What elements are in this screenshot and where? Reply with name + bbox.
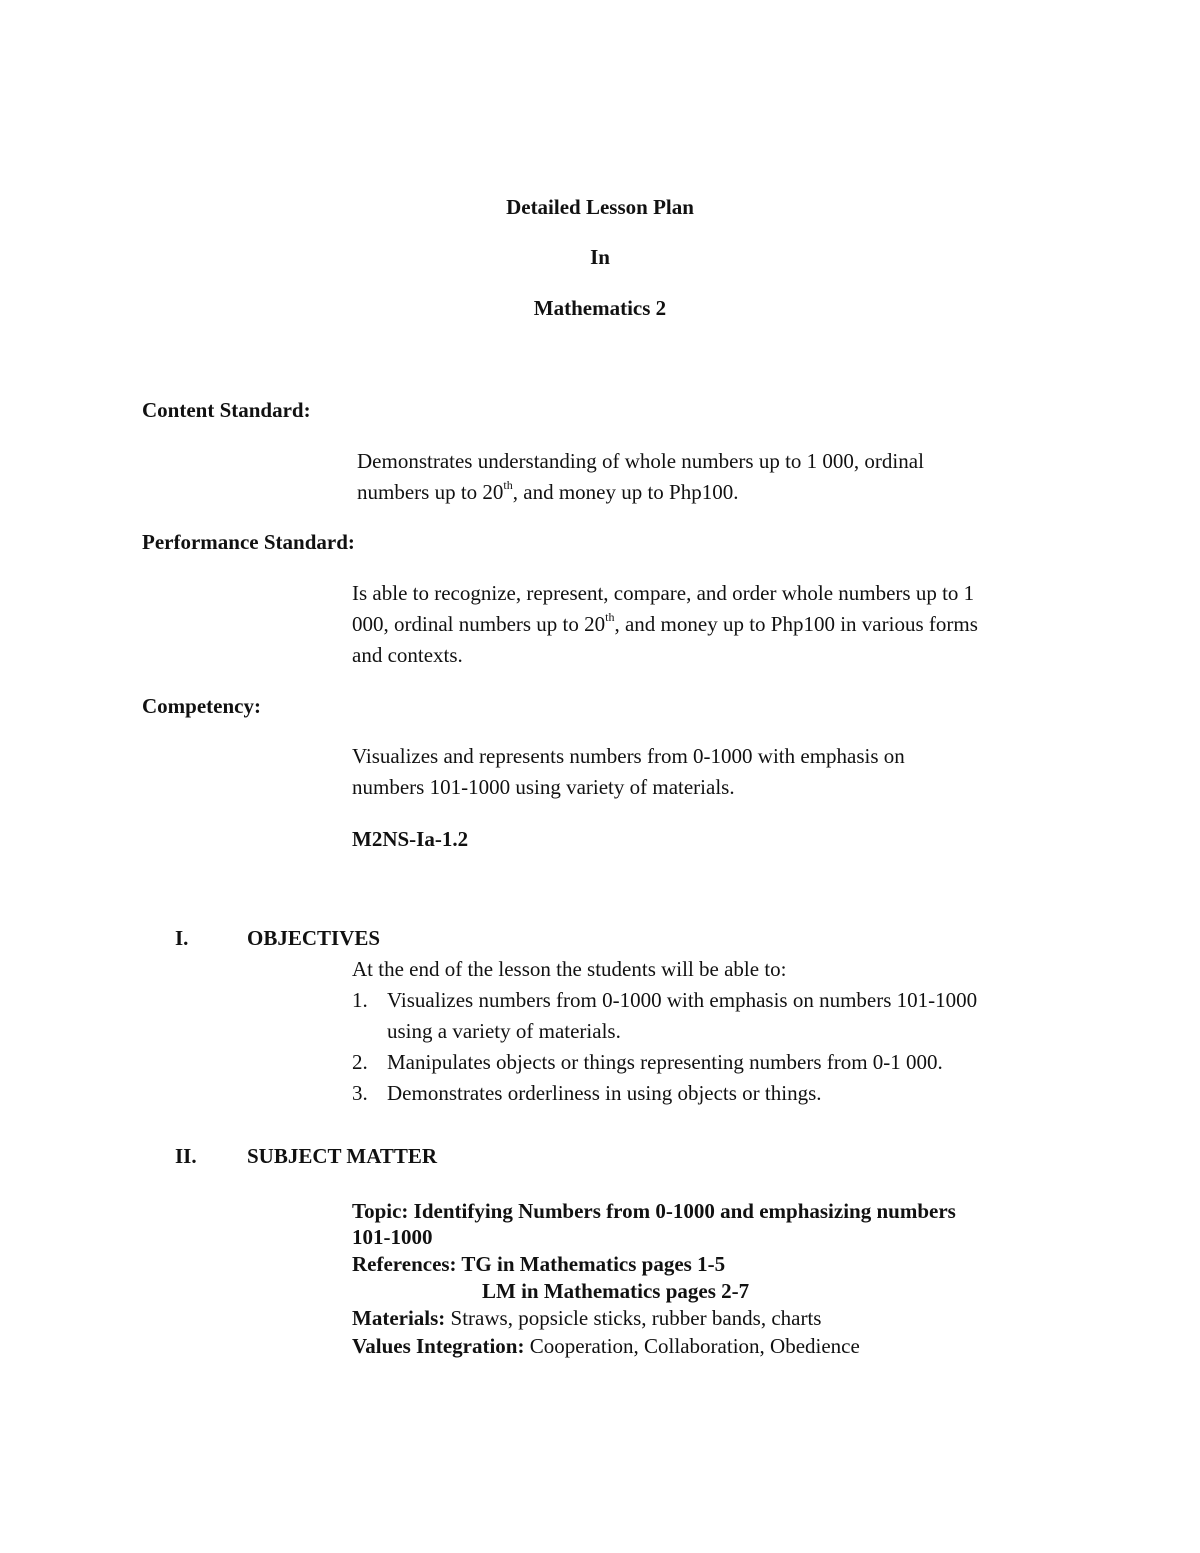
performance-standard-line-1: Is able to recognize, represent, compare, and order whole numbers up to 1	[352, 581, 975, 605]
competency-line-2: numbers 101-1000 using variety of materials.	[352, 775, 735, 799]
objective-text: Manipulates objects or things representing numbers from 0-1 000.	[387, 1050, 943, 1074]
subject-matter-heading: SUBJECT MATTER	[247, 1144, 438, 1168]
content-standard-line-2	[357, 480, 739, 505]
references-line-1: References: TG in Mathematics pages 1-5	[352, 1252, 726, 1276]
objectives-numeral: I.	[175, 926, 189, 950]
objective-number: 3.	[352, 1081, 368, 1105]
performance-standard-line-2-tail: , and money up to Php100 in various forms	[614, 612, 978, 636]
objective-text: Demonstrates orderliness in using objects or things.	[387, 1081, 822, 1105]
objectives-heading: OBJECTIVES	[247, 926, 381, 950]
content-standard-label: Content Standard:	[142, 398, 311, 422]
values-integration-line	[352, 1334, 860, 1359]
content-standard-line-1: Demonstrates understanding of whole numbers up to 1 000, ordinal	[357, 449, 924, 473]
objective-number: 2.	[352, 1050, 368, 1074]
materials-line	[352, 1306, 821, 1331]
materials-value: Straws, popsicle sticks, rubber bands, charts	[445, 1306, 822, 1330]
objective-text: Visualizes numbers from 0-1000 with emphasis on numbers 101-1000	[387, 988, 978, 1012]
topic-line-2: 101-1000	[352, 1225, 433, 1249]
topic-line-1: Topic: Identifying Numbers from 0-1000 and emphasizing numbers	[352, 1199, 956, 1223]
materials-label: Materials:	[352, 1306, 446, 1330]
performance-standard-line-2-text: 000, ordinal numbers up to 20	[352, 612, 606, 636]
competency-label: Competency:	[142, 694, 261, 718]
document-title-in: In	[590, 245, 610, 269]
document-subject: Mathematics 2	[533, 296, 667, 320]
values-integration-value: Cooperation, Collaboration, Obedience	[524, 1334, 860, 1358]
objectives-intro: At the end of the lesson the students will be able to:	[352, 957, 787, 981]
content-standard-line-2-text: numbers up to 20	[357, 480, 504, 504]
values-integration-label: Values Integration:	[352, 1334, 525, 1358]
objective-text-continued: using a variety of materials.	[387, 1019, 621, 1043]
references-line-2: LM in Mathematics pages 2-7	[482, 1279, 750, 1303]
subject-matter-numeral: II.	[175, 1144, 197, 1168]
performance-standard-line-3: and contexts.	[352, 643, 463, 667]
performance-standard-label: Performance Standard:	[142, 530, 355, 554]
performance-standard-line-2	[352, 612, 978, 637]
content-standard-line-2-tail: , and money up to Php100.	[512, 480, 739, 504]
objective-number: 1.	[352, 988, 368, 1012]
competency-code: M2NS-Ia-1.2	[352, 827, 469, 851]
document-title: Detailed Lesson Plan	[506, 195, 694, 219]
competency-line-1: Visualizes and represents numbers from 0-1000 with emphasis on	[352, 744, 905, 768]
content-standard-superscript: th	[503, 478, 513, 492]
performance-standard-superscript: th	[605, 610, 615, 624]
